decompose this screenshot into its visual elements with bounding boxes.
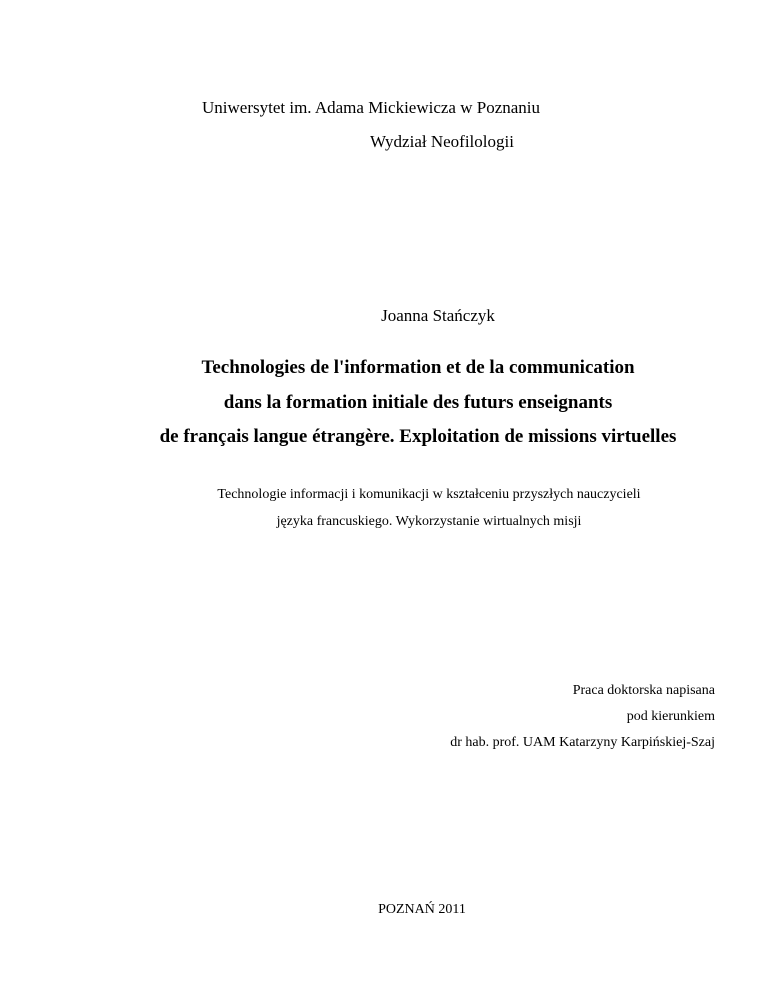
supervision-label: pod kierunkiem xyxy=(626,709,715,724)
subtitle-line-1: Technologie informacji i komunikacji w kształceniu przyszłych nauczycieli xyxy=(217,487,641,502)
author-name: Joanna Stańczyk xyxy=(381,306,495,325)
title-line-2: dans la formation initiale des futurs enseignants xyxy=(223,392,613,413)
subtitle-line-2: języka francuskiego. Wykorzystanie wirtualnych misji xyxy=(276,514,582,529)
university-name: Uniwersytet im. Adama Mickiewicza w Poznaniu xyxy=(202,98,541,117)
title-line-3: de français langue étrangère. Exploitation de missions virtuelles xyxy=(159,426,677,447)
place-and-year: POZNAŃ 2011 xyxy=(378,902,466,917)
supervisor-name: dr hab. prof. UAM Katarzyny Karpińskiej-Szaj xyxy=(450,735,715,750)
faculty-name: Wydział Neofilologii xyxy=(370,132,514,151)
title-line-1: Technologies de l'information et de la communication xyxy=(201,357,635,378)
thesis-type: Praca doktorska napisana xyxy=(572,683,715,698)
